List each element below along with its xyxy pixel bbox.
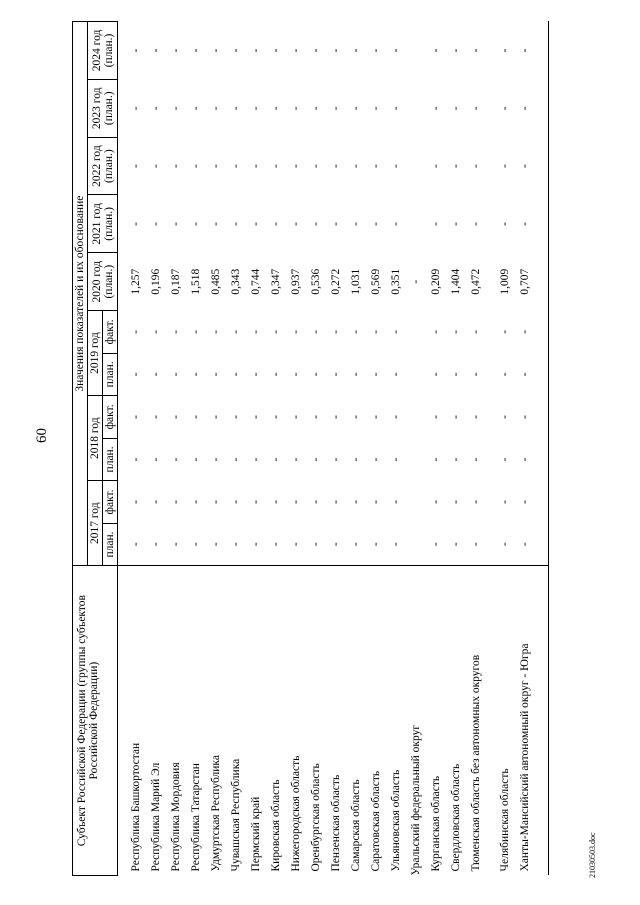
value-cell: - (290, 542, 303, 547)
value-cell: 1,009 (499, 268, 512, 295)
value-cell: 0,485 (210, 268, 223, 295)
value-cell: - (210, 106, 223, 111)
value-cell: - (450, 414, 463, 419)
value-cell: 0,744 (250, 268, 263, 295)
value-cell: - (430, 500, 443, 504)
table-row (390, 22, 410, 876)
year-header-2018: 2018 год (88, 396, 103, 481)
table-row (150, 22, 170, 876)
table-row (470, 22, 499, 876)
subject-column-header: Субъект Российской Федерации (группы субъектов Российской Федерации) (73, 566, 118, 876)
value-cell: - (190, 106, 203, 111)
table-row (499, 22, 519, 876)
value-cell: - (430, 542, 443, 547)
value-cell: - (330, 48, 343, 53)
value-cell: - (230, 221, 243, 226)
value-cell: - (499, 221, 512, 226)
table-row (250, 22, 270, 876)
value-cell: - (170, 106, 183, 111)
subheader-fact-2017: факт. (103, 481, 118, 524)
value-cell: - (150, 500, 163, 504)
value-cell: - (210, 164, 223, 169)
value-cell (410, 523, 430, 566)
value-cell: - (130, 372, 143, 377)
value-cell: - (230, 48, 243, 53)
value-cell: - (290, 414, 303, 419)
value-cell: - (410, 279, 423, 284)
value-cell: - (370, 457, 383, 462)
value-cell: - (230, 414, 243, 419)
value-cell: - (150, 164, 163, 169)
table-row (370, 22, 390, 876)
year-header-2017: 2017 год (88, 481, 103, 566)
value-cell: - (170, 372, 183, 377)
value-cell: - (290, 372, 303, 377)
value-cell: - (330, 221, 343, 226)
value-cell: - (350, 221, 363, 226)
value-cell (410, 311, 430, 354)
table-body (118, 22, 549, 876)
value-cell: - (390, 329, 403, 334)
value-cell: - (210, 500, 223, 504)
value-cell: - (310, 48, 323, 53)
table-row (410, 22, 430, 876)
value-cell: 0,347 (270, 268, 283, 295)
value-cell: - (130, 414, 143, 419)
table-row (330, 22, 350, 876)
value-cell: - (370, 542, 383, 547)
value-cell: - (370, 106, 383, 111)
value-cell: - (390, 48, 403, 53)
value-cell: - (330, 414, 343, 419)
value-cell: - (470, 372, 483, 377)
value-cell: - (270, 414, 283, 419)
value-cell: - (390, 414, 403, 419)
value-cell: - (499, 500, 512, 504)
subheader-fact-2018: факт. (103, 396, 118, 439)
value-cell: - (130, 106, 143, 111)
value-cell: - (210, 221, 223, 226)
value-cell: - (290, 221, 303, 226)
value-cell: - (370, 372, 383, 377)
value-cell: - (470, 48, 483, 53)
value-cell: - (470, 106, 483, 111)
value-cell: 0,569 (370, 268, 383, 295)
value-cell: - (350, 106, 363, 111)
value-cell: - (230, 164, 243, 169)
value-cell: - (150, 221, 163, 226)
value-cell: - (470, 414, 483, 419)
value-cell: - (230, 542, 243, 547)
value-cell: - (450, 372, 463, 377)
value-cell (410, 195, 430, 253)
value-cell: - (130, 329, 143, 334)
value-cell (410, 137, 430, 195)
value-cell: - (230, 372, 243, 377)
value-cell: - (130, 48, 143, 53)
value-cell (410, 79, 430, 137)
subject-name-cell: Курганская область (430, 566, 450, 876)
value-cell: 0,937 (290, 268, 303, 295)
value-cell: - (470, 542, 483, 547)
value-cell (410, 438, 430, 481)
value-cell: - (450, 329, 463, 334)
value-cell: 0,351 (390, 268, 403, 295)
value-cell: - (270, 542, 283, 547)
value-cell: - (390, 106, 403, 111)
value-cell: - (519, 353, 549, 396)
value-cell: - (499, 329, 512, 334)
value-cell: 0,187 (170, 268, 183, 295)
table-row (450, 22, 470, 876)
value-cell: - (170, 48, 183, 53)
value-cell: - (330, 457, 343, 462)
subheader-plan-2017: план. (103, 523, 118, 566)
value-cell: - (330, 106, 343, 111)
subject-name-cell: Республика Марий Эл (150, 566, 170, 876)
value-cell: - (190, 542, 203, 547)
value-cell: 0,209 (430, 268, 443, 295)
value-cell: 0,196 (150, 268, 163, 295)
value-cell: - (350, 48, 363, 53)
table-row (430, 22, 450, 876)
year-header-2019: 2019 год (88, 311, 103, 396)
value-cell: - (210, 457, 223, 462)
value-cell: - (370, 414, 383, 419)
value-cell: - (230, 500, 243, 504)
value-cell: - (499, 414, 512, 419)
value-cell: - (310, 457, 323, 462)
subject-name-cell: Республика Мордовия (170, 566, 190, 876)
value-cell: - (250, 221, 263, 226)
value-cell: - (519, 481, 549, 524)
value-cell: - (310, 221, 323, 226)
value-cell: 1,257 (130, 268, 143, 295)
value-cell (410, 353, 430, 396)
value-cell: - (250, 372, 263, 377)
indicators-table (72, 21, 549, 876)
value-cell: - (310, 414, 323, 419)
value-cell: - (190, 164, 203, 169)
subject-name-cell: Республика Башкортостан (118, 566, 151, 876)
value-cell: - (170, 329, 183, 334)
value-cell: - (430, 329, 443, 334)
value-cell: - (350, 329, 363, 334)
value-cell: - (350, 457, 363, 462)
value-cell: - (519, 79, 549, 137)
subject-name-cell: Саратовская область (370, 566, 390, 876)
value-cell: - (499, 372, 512, 377)
value-cell: - (270, 164, 283, 169)
value-cell: - (390, 542, 403, 547)
value-cell: - (450, 48, 463, 53)
value-cell: - (519, 523, 549, 566)
value-cell: - (330, 500, 343, 504)
value-cell: - (250, 500, 263, 504)
value-cell: - (210, 48, 223, 53)
value-cell: - (499, 164, 512, 169)
value-cell: - (450, 106, 463, 111)
value-cell: - (390, 457, 403, 462)
value-cell: - (430, 221, 443, 226)
value-cell: - (430, 106, 443, 111)
value-cell: - (250, 48, 263, 53)
year-header-2020: 2020 год (план.) (88, 253, 118, 311)
value-cell: - (190, 221, 203, 226)
value-cell: - (519, 137, 549, 195)
table-row (230, 22, 250, 876)
value-cell: - (519, 22, 549, 80)
value-cell: - (470, 164, 483, 169)
table-row (350, 22, 370, 876)
value-cell: - (210, 414, 223, 419)
value-cell: 1,031 (350, 268, 363, 295)
value-cell: - (150, 457, 163, 462)
year-header-2022: 2022 год (план.) (88, 137, 118, 195)
value-cell: - (190, 372, 203, 377)
value-cell: - (190, 48, 203, 53)
value-cell: - (150, 542, 163, 547)
value-cell: - (450, 457, 463, 462)
value-cell: - (310, 106, 323, 111)
table-row (210, 22, 230, 876)
value-cell: - (310, 164, 323, 169)
subject-name-cell: Удмуртская Республика (210, 566, 230, 876)
subject-name-cell: Республика Татарстан (190, 566, 210, 876)
value-cell: - (470, 329, 483, 334)
value-cell: - (370, 164, 383, 169)
table-row (519, 22, 549, 876)
value-cell: - (270, 500, 283, 504)
table-row (310, 22, 330, 876)
value-cell: - (519, 195, 549, 253)
value-cell: - (130, 457, 143, 462)
value-cell: - (250, 329, 263, 334)
value-cell: - (290, 500, 303, 504)
value-cell: - (210, 372, 223, 377)
value-cell: - (450, 221, 463, 226)
value-cell: - (170, 164, 183, 169)
value-cell: - (370, 329, 383, 334)
subject-name-cell: Пермский край (250, 566, 270, 876)
value-cell: - (230, 329, 243, 334)
value-cell: - (330, 542, 343, 547)
subject-name-cell: Уральский федеральный округ (410, 566, 430, 876)
value-cell: - (430, 372, 443, 377)
value-cell: - (519, 311, 549, 354)
subject-name-cell: Кировская область (270, 566, 290, 876)
value-cell: - (190, 329, 203, 334)
value-cell: 0,536 (310, 268, 323, 295)
value-cell: - (390, 221, 403, 226)
table-row (190, 22, 210, 876)
value-cell (410, 481, 430, 524)
table-row (270, 22, 290, 876)
value-cell: - (499, 542, 512, 547)
value-cell: - (250, 542, 263, 547)
value-cell: 0,272 (330, 268, 343, 295)
value-cell: - (190, 414, 203, 419)
value-cell: - (250, 164, 263, 169)
value-cell: - (170, 457, 183, 462)
value-cell: 0,343 (230, 268, 243, 295)
value-cell: - (310, 372, 323, 377)
value-cell (410, 22, 430, 80)
value-cell: - (190, 500, 203, 504)
value-cell: - (450, 164, 463, 169)
value-cell: - (150, 106, 163, 111)
subject-name-cell: Ханты-Мансийский автономный округ - Югра (519, 566, 549, 876)
subheader-plan-2018: план. (103, 438, 118, 481)
value-cell: - (170, 500, 183, 504)
year-header-2023: 2023 год (план.) (88, 79, 118, 137)
value-cell: - (330, 164, 343, 169)
value-cell (410, 396, 430, 439)
value-cell: - (390, 500, 403, 504)
value-cell: 0,472 (470, 268, 483, 295)
value-cell: - (250, 414, 263, 419)
subject-name-cell: Челябинская область (499, 566, 519, 876)
value-cell: - (270, 221, 283, 226)
value-cell: - (450, 500, 463, 504)
value-cell: - (170, 221, 183, 226)
value-cell: - (150, 48, 163, 53)
value-cell: - (130, 221, 143, 226)
subject-name-cell: Чувашская Республика (230, 566, 250, 876)
value-cell: - (390, 164, 403, 169)
value-cell: - (330, 372, 343, 377)
value-cell: - (270, 106, 283, 111)
subheader-fact-2019: факт. (103, 311, 118, 354)
value-cell: - (470, 221, 483, 226)
value-cell: 0,707 (519, 253, 549, 311)
year-header-2021: 2021 год (план.) (88, 195, 118, 253)
value-cell: - (499, 48, 512, 53)
values-header: Значения показателей и их обоснование (73, 22, 88, 566)
value-cell: - (330, 329, 343, 334)
year-header-2024: 2024 год (план.) (88, 22, 118, 80)
value-cell: - (310, 542, 323, 547)
value-cell: - (230, 106, 243, 111)
value-cell: - (150, 372, 163, 377)
value-cell: - (430, 48, 443, 53)
value-cell: - (170, 414, 183, 419)
value-cell: 1,404 (450, 268, 463, 295)
document-code: 21030503.doc (588, 832, 597, 878)
value-cell: - (290, 164, 303, 169)
value-cell: - (250, 106, 263, 111)
value-cell: - (370, 221, 383, 226)
value-cell: - (470, 500, 483, 504)
value-cell: - (350, 542, 363, 547)
page-number: 60 (34, 428, 50, 443)
subject-name-cell: Тюменская область без автономных округов (470, 566, 499, 876)
subject-name-cell: Оренбургская область (310, 566, 330, 876)
value-cell: - (499, 106, 512, 111)
value-cell: - (150, 329, 163, 334)
value-cell: - (430, 164, 443, 169)
value-cell: - (370, 500, 383, 504)
subject-name-cell: Нижегородская область (290, 566, 310, 876)
value-cell: - (430, 414, 443, 419)
value-cell: - (350, 500, 363, 504)
table-container (72, 21, 549, 876)
value-cell: - (230, 457, 243, 462)
value-cell: - (290, 106, 303, 111)
value-cell: - (519, 438, 549, 481)
value-cell: - (370, 48, 383, 53)
value-cell: - (350, 414, 363, 419)
value-cell: - (290, 48, 303, 53)
value-cell: - (519, 396, 549, 439)
value-cell: - (170, 542, 183, 547)
value-cell: - (210, 329, 223, 334)
value-cell: - (310, 329, 323, 334)
subject-name-cell: Свердловская область (450, 566, 470, 876)
value-cell: - (270, 48, 283, 53)
value-cell: - (270, 372, 283, 377)
value-cell: - (290, 329, 303, 334)
value-cell: - (290, 457, 303, 462)
value-cell: - (450, 542, 463, 547)
subject-name-cell: Пензенская область (330, 566, 350, 876)
value-cell: - (270, 329, 283, 334)
value-cell: - (390, 372, 403, 377)
subheader-plan-2019: план. (103, 353, 118, 396)
value-cell: - (130, 542, 143, 547)
value-cell: - (270, 457, 283, 462)
table-row (290, 22, 310, 876)
value-cell: - (350, 164, 363, 169)
value-cell: - (150, 414, 163, 419)
value-cell: - (470, 457, 483, 462)
value-cell: - (430, 457, 443, 462)
value-cell: - (350, 372, 363, 377)
value-cell: 1,518 (190, 268, 203, 295)
value-cell: - (210, 542, 223, 547)
subject-name-cell: Ульяновская область (390, 566, 410, 876)
value-cell: - (499, 457, 512, 462)
subject-name-cell: Самарская область (350, 566, 370, 876)
value-cell: - (250, 457, 263, 462)
value-cell: - (190, 457, 203, 462)
value-cell: - (130, 500, 143, 504)
table-row (118, 22, 151, 876)
table-row (170, 22, 190, 876)
value-cell: - (130, 164, 143, 169)
value-cell: - (310, 500, 323, 504)
